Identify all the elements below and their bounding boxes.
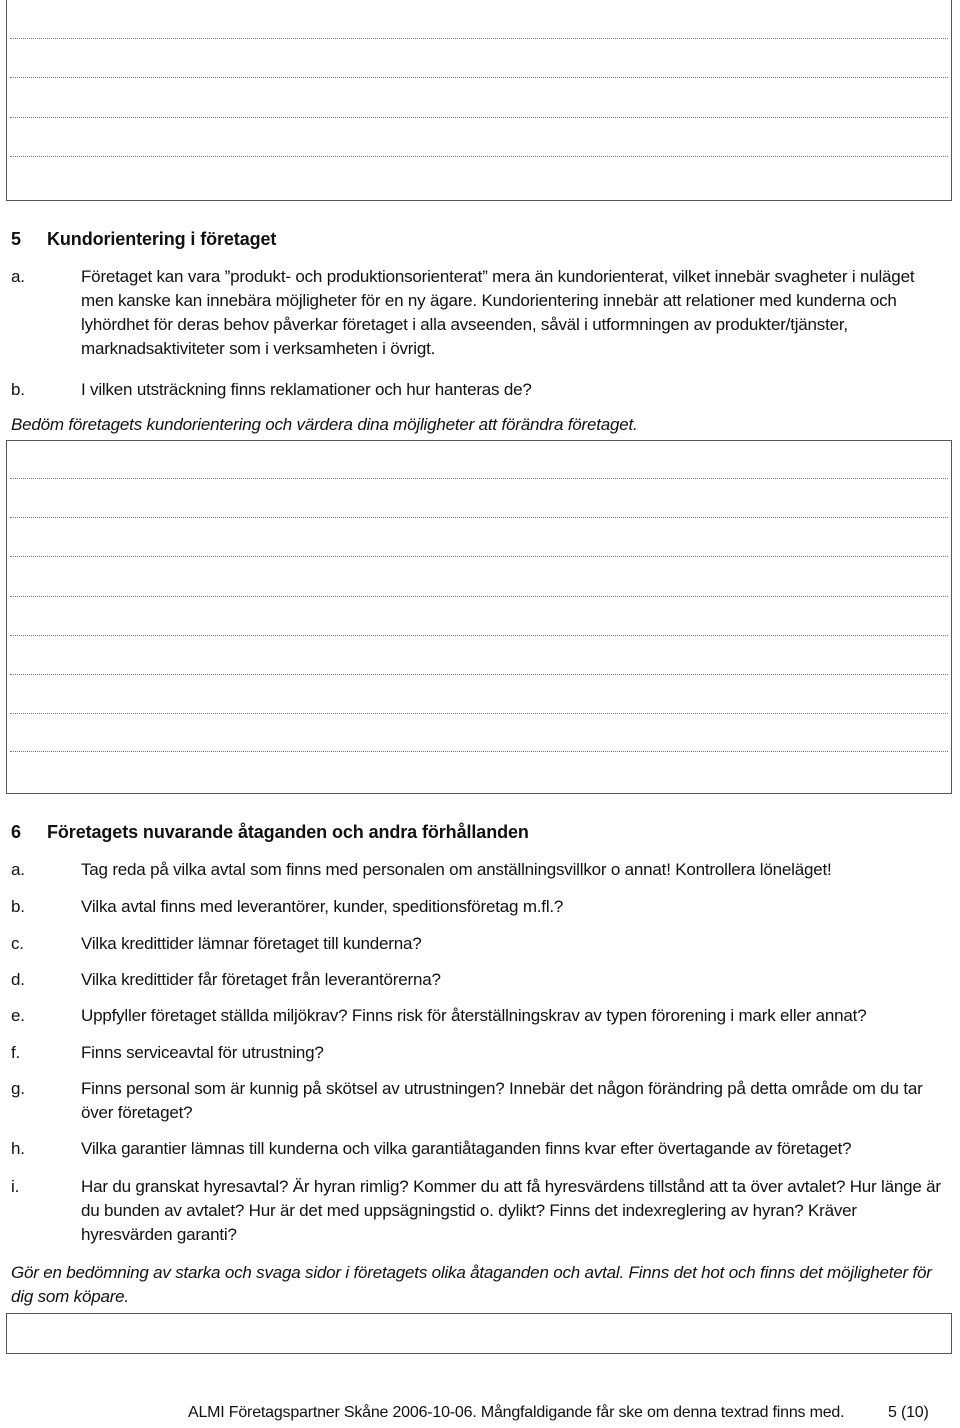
- question-text: Företaget kan vara ”produkt- och produktionsorienterat” mera än kundorienterat, vilket innebär svagheter i nuläget men kanske kan innebära möjligheter för en ny ägare. Kundorientering innebär att relationer med kunderna och lyhördhet för deras behov påverkar företaget i alla avseenden, såväl i utformningen av produkter/tjänster, marknadsaktiviteter som i verksamheten i övrigt.: [81, 267, 915, 358]
- answer-line: [10, 635, 948, 636]
- question-letter: a.: [11, 860, 25, 879]
- question-text: Finns serviceavtal för utrustning?: [81, 1043, 324, 1062]
- section-5-instruction: Bedöm företagets kundorientering och värdera dina möjligheter att förändra företaget.: [11, 415, 638, 434]
- question-6c: [11, 932, 946, 956]
- question-6h: [11, 1137, 946, 1161]
- question-letter: h.: [11, 1139, 25, 1158]
- section-6-heading: [11, 822, 529, 843]
- question-5a: [11, 265, 946, 361]
- answer-line: [10, 751, 948, 752]
- answer-line: [10, 117, 948, 118]
- question-6g: [11, 1077, 946, 1125]
- question-letter: e.: [11, 1006, 25, 1025]
- question-text: Vilka avtal finns med leverantörer, kunder, speditionsföretag m.fl.?: [81, 897, 564, 916]
- answer-line: [10, 596, 948, 597]
- question-text: Vilka garantier lämnas till kunderna och vilka garantiåtaganden finns kvar efter övertagande av företaget?: [81, 1139, 852, 1158]
- question-text: Finns personal som är kunnig på skötsel av utrustningen? Innebär det någon förändring på detta område om du tar över företaget?: [81, 1079, 923, 1122]
- section-title: Företagets nuvarande åtaganden och andra förhållanden: [47, 822, 529, 842]
- question-letter: i.: [11, 1177, 20, 1196]
- section-title: Kundorientering i företaget: [47, 229, 277, 249]
- question-text: I vilken utsträckning finns reklamationer och hur hanteras de?: [81, 380, 532, 399]
- question-letter: b.: [11, 380, 25, 399]
- question-text: Har du granskat hyresavtal? Är hyran rimlig? Kommer du att få hyresvärdens tillstånd att ta över avtalet? Hur länge är du bunden av avtalet? Hur är det med uppsägningstid o. dylikt? Finns det indexreglering av hyran? Kräver hyresvärden garanti?: [81, 1177, 941, 1244]
- section-5-heading: [11, 229, 276, 250]
- question-6f: [11, 1041, 946, 1065]
- answer-line: [10, 674, 948, 675]
- question-6i: [11, 1175, 946, 1247]
- question-6a: [11, 858, 946, 882]
- answer-line: [10, 77, 948, 78]
- section-number: 6: [11, 822, 21, 842]
- answer-line: [10, 713, 948, 714]
- question-text: Vilka kredittider lämnar företaget till kunderna?: [81, 934, 422, 953]
- answer-line: [10, 517, 948, 518]
- question-letter: d.: [11, 970, 25, 989]
- answer-line: [10, 38, 948, 39]
- section-number: 5: [11, 229, 21, 249]
- answer-line: [10, 156, 948, 157]
- answer-box-section-5[interactable]: [6, 440, 952, 794]
- question-letter: f.: [11, 1043, 21, 1062]
- footer-text: ALMI Företagspartner Skåne 2006-10-06. Mångfaldigande får ske om denna textrad finns med.: [188, 1404, 845, 1421]
- question-letter: c.: [11, 934, 24, 953]
- section-6-instruction: Gör en bedömning av starka och svaga sidor i företagets olika åtaganden och avtal. Finns det hot och finns det möjligheter för dig som köpare.: [11, 1263, 932, 1306]
- question-text: Vilka kredittider får företaget från leverantörerna?: [81, 970, 441, 989]
- question-6d: [11, 968, 946, 992]
- answer-box-section-6[interactable]: [6, 1313, 952, 1354]
- question-6e: [11, 1004, 946, 1028]
- question-6b: [11, 895, 946, 919]
- answer-line: [10, 556, 948, 557]
- question-5b: [11, 378, 946, 402]
- answer-line: [10, 478, 948, 479]
- question-letter: b.: [11, 897, 25, 916]
- question-letter: a.: [11, 267, 25, 286]
- page-number: 5 (10): [888, 1404, 929, 1421]
- answer-box-previous[interactable]: [6, 0, 952, 201]
- question-text: Uppfyller företaget ställda miljökrav? Finns risk för återställningskrav av typen förorening i mark eller annat?: [81, 1006, 867, 1025]
- question-letter: g.: [11, 1079, 25, 1098]
- question-text: Tag reda på vilka avtal som finns med personalen om anställningsvillkor o annat! Kontrollera löneläget!: [81, 860, 832, 879]
